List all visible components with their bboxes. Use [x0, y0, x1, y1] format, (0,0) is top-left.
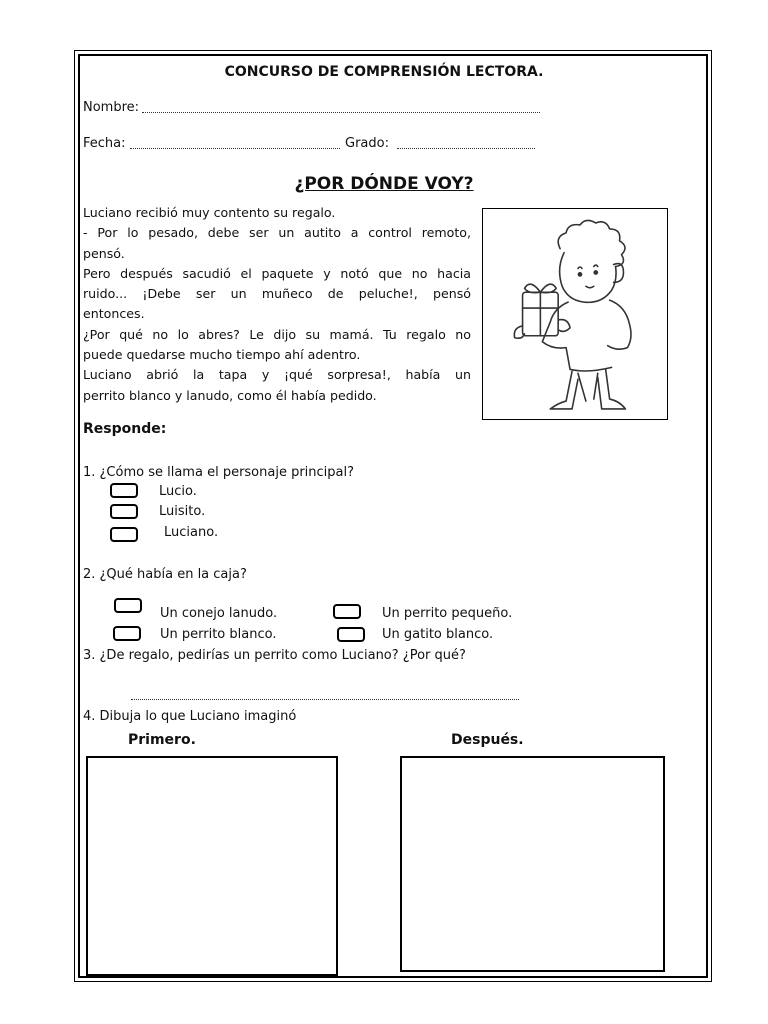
question-1: 1. ¿Cómo se llama el personaje principal? — [83, 465, 355, 480]
draw-box-first[interactable] — [86, 756, 338, 976]
checkbox-option[interactable] — [110, 504, 138, 519]
option-label: Un perrito pequeño. — [382, 606, 513, 621]
story-title: ¿POR DÓNDE VOY? — [294, 174, 474, 194]
checkbox-option[interactable] — [333, 604, 361, 619]
checkbox-option[interactable] — [110, 527, 138, 542]
boy-with-gift-icon — [483, 209, 667, 419]
boy-with-gift-image — [482, 208, 668, 420]
story-line: ¿Por qué no lo abres? Le dijo su mamá. Tu regalo no — [83, 326, 471, 342]
question-2: 2. ¿Qué había en la caja? — [83, 567, 247, 582]
story-line: Pero después sacudió el paquete y notó que no hacia — [83, 265, 471, 281]
story-line: pensó. — [83, 245, 125, 261]
grade-field[interactable] — [397, 148, 535, 149]
checkbox-option[interactable] — [337, 627, 365, 642]
first-label: Primero. — [128, 732, 196, 748]
draw-box-after[interactable] — [400, 756, 665, 972]
story-line: Luciano recibió muy contento su regalo. — [83, 205, 336, 220]
story-line: entonces. — [83, 306, 145, 322]
checkbox-option[interactable] — [110, 483, 138, 498]
worksheet-title: CONCURSO DE COMPRENSIÓN LECTORA. — [224, 64, 544, 80]
story-line: ruido... ¡Debe ser un muñeco de peluche!, pensó — [83, 286, 471, 302]
option-label: Un perrito blanco. — [160, 627, 277, 642]
name-field[interactable] — [142, 112, 540, 113]
option-label: Un conejo lanudo. — [160, 606, 278, 621]
story-line: Luciano abrió la tapa y ¡qué sorpresa!, había un — [83, 367, 471, 383]
date-field[interactable] — [130, 148, 340, 149]
story-text — [83, 203, 471, 406]
date-label: Fecha: — [83, 136, 126, 151]
question-3: 3. ¿De regalo, pedirías un perrito como Luciano? ¿Por qué? — [83, 648, 466, 663]
story-line: perrito blanco y lanudo, como él había pedido. — [83, 387, 377, 403]
question-4: 4. Dibuja lo que Luciano imaginó — [83, 709, 297, 724]
option-label: Un gatito blanco. — [382, 627, 494, 642]
option-label: Lucio. — [159, 484, 197, 499]
answer-line[interactable] — [131, 699, 519, 700]
option-label: Luciano. — [164, 525, 219, 540]
checkbox-option[interactable] — [113, 626, 141, 641]
responde-heading: Responde: — [83, 421, 167, 437]
option-label: Luisito. — [159, 504, 206, 519]
story-line: puede quedarse mucho tiempo ahí adentro. — [83, 347, 361, 363]
name-label: Nombre: — [83, 100, 140, 115]
after-label: Después. — [451, 732, 524, 748]
grade-label: Grado: — [345, 136, 389, 151]
checkbox-option[interactable] — [114, 598, 142, 613]
story-line: - Por lo pesado, debe ser un autito a control remoto, — [83, 225, 471, 241]
